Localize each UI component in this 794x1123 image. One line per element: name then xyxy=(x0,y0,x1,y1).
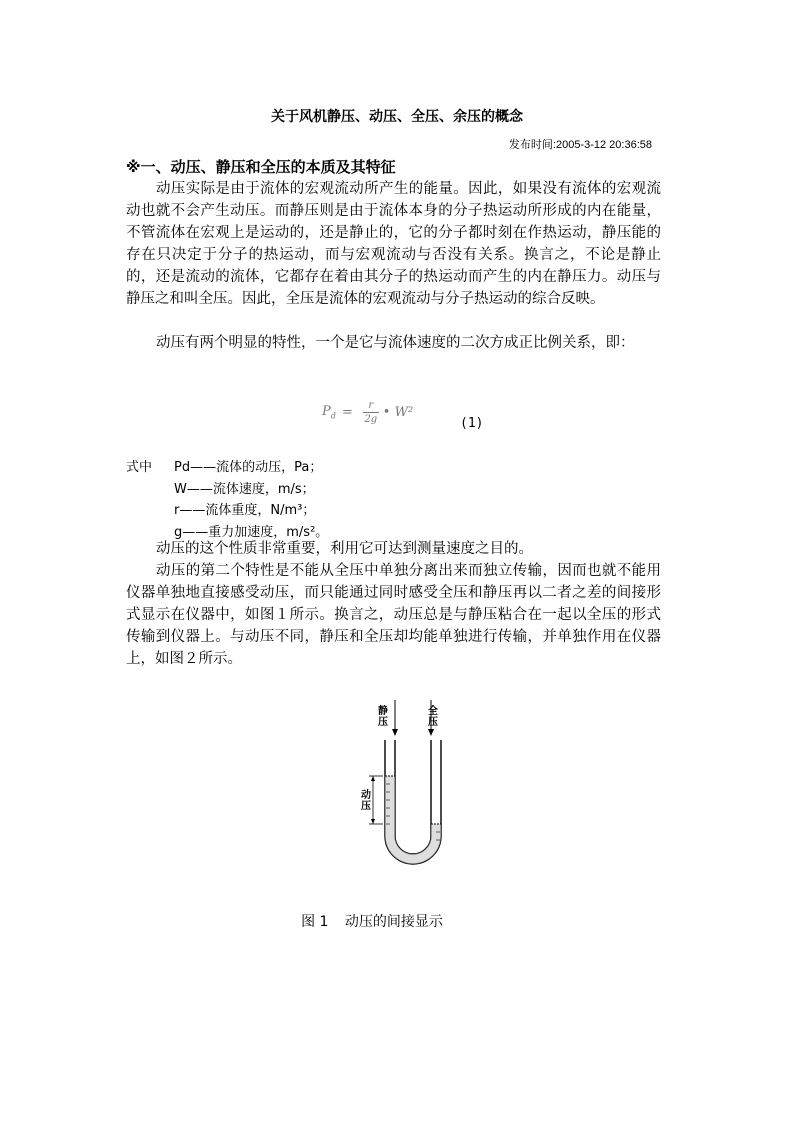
u-tube-manometer-figure xyxy=(355,696,445,866)
paragraph-3: 动压的这个性质非常重要，利用它可达到测量速度之目的。 xyxy=(156,541,533,557)
formula-equals: = xyxy=(341,405,353,420)
formula-rhs: • W² xyxy=(382,405,414,420)
section-heading: ※一、动压、静压和全压的本质及其特征 xyxy=(126,158,396,176)
label-dynamic-pressure: 动压 xyxy=(361,790,371,812)
formula-dynamic-pressure xyxy=(322,400,413,425)
label-total-pressure: 全压 xyxy=(428,706,438,728)
figure-number: 图 1 xyxy=(301,914,329,930)
figure-caption xyxy=(0,911,744,931)
formula-number: (1) xyxy=(460,416,484,431)
formula-lhs: $P_d$ xyxy=(322,404,336,421)
formula-denominator: 2g xyxy=(364,414,378,425)
definitions-list xyxy=(174,457,328,543)
paragraph-1: 动压实际是由于流体的宏观流动所产生的能量。因此，如果没有流体的宏观流动也就不会产生动压。而静压则是由于流体本身的分子热运动所形成的内在能量，不管流体在宏观上是运动的，还是静止的，它的分子都时刻在作热运动，静压能的存在只决定于分子的热运动，而与宏观流动与否没有关系。换言之，不论是静止的，还是流动的流体，它都存在着由其分子的热运动而产生的内在静压力。动压与静压之和叫全压。因此，全压是流体的宏观流动与分子热运动的综合反映。 xyxy=(126,181,661,307)
page-title: 关于风机静压、动压、全压、余压的概念 xyxy=(271,109,523,125)
definition-item: r——流体重度，N/m³； xyxy=(174,503,316,518)
paragraph-4: 动压的第二个特性是不能从全压中单独分离出来而独立传输，因而也就不能用仪器单独地直接感受动压，而只能通过同时感受全压和静压再以二者之差的间接形式显示在仪器中，如图１所示。换言之，动压总是与静压粘合在一起以全压的形式传输到仪器上。与动压不同，静压和全压却均能单独进行传输，并单独作用在仪器上，如图２所示。 xyxy=(126,563,661,667)
definition-item: W——流体速度，m/s； xyxy=(174,481,315,497)
definition-item: Pd——流体的动压，Pa； xyxy=(174,460,323,475)
label-static-pressure: 静压 xyxy=(378,706,388,728)
figure-caption-text: 动压的间接显示 xyxy=(344,914,443,930)
definitions-label: 式中 xyxy=(126,460,153,475)
definition-item: g——重力加速度，m/s²。 xyxy=(174,524,329,540)
publish-time: 发布时间:2005-3-12 20:36:58 xyxy=(508,139,652,151)
formula-numerator: r xyxy=(368,400,374,411)
formula-fraction xyxy=(363,400,379,425)
paragraph-2: 动压有两个明显的特性，一个是它与流体速度的二次方成正比例关系，即： xyxy=(156,335,635,351)
